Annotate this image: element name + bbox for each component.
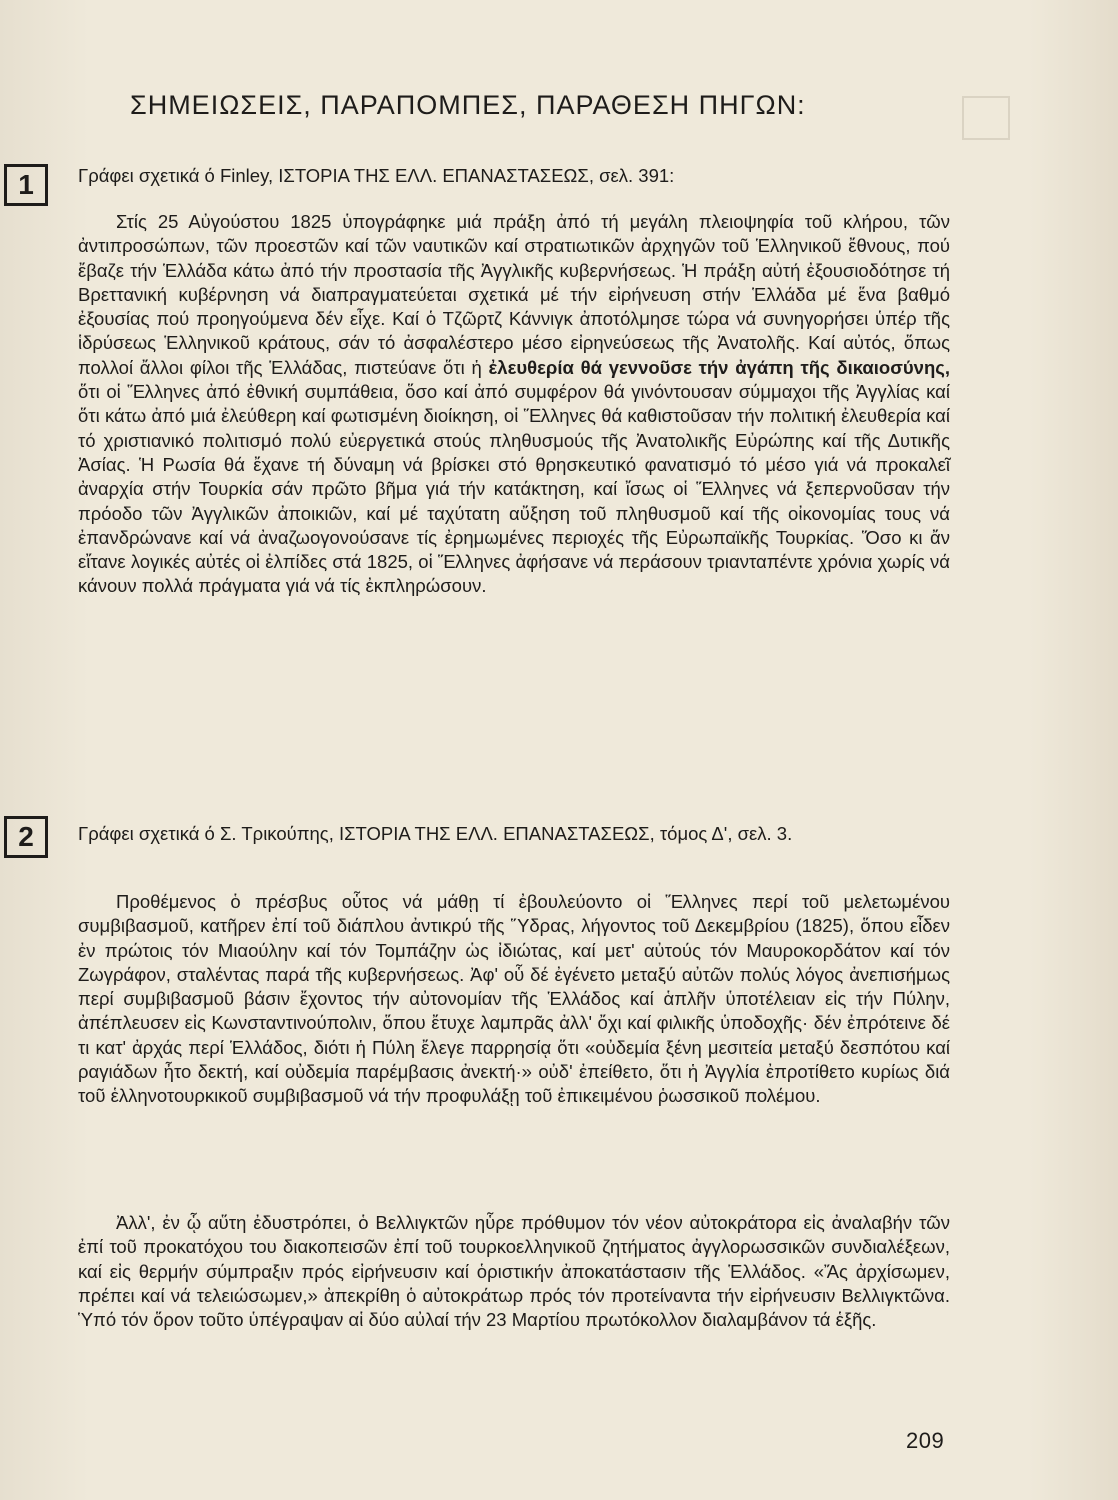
note-1-bold-phrase: ἐλευθερία θά γεννοῦσε τήν ἀγάπη τῆς δικαιοσύνης, — [488, 356, 950, 378]
page-heading: ΣΗΜΕΙΩΣΕΙΣ, ΠΑΡΑΠΟΜΠΕΣ, ΠΑΡΑΘΕΣΗ ΠΗΓΩΝ: — [130, 90, 806, 120]
note-1-text-b: ὅτι οἱ Ἕλληνες ἀπό ἐθνική συμπάθεια, ὅσο καί ἀπό συμφέρον θά γινόντουσαν σύμμαχοι τῆς Ἀγγλίας καί ὅτι κάτω ἀπό μιά ἐλεύθερη καί φωτισμένη διοίκηση, οἱ Ἕλληνες θά καθιστοῦσαν τήν πολιτική ἐλευθερία καί τό χριστιανικό πολιτισμό πολύ εὐεργετικά στούς πληθυσμούς τῆς Ἀνατολικῆς Εὐρώπης καί τῆς Δυτικῆς Ἀσίας. Ἡ Ρωσία θά ἔχανε τή δύναμη νά βρίσκει στό θρησκευτικό φανατισμό τό μέσο γιά νά προκαλεῖ ἀναρχία στήν Τουρκία σάν πρῶτο βῆμα γιά τήν κατάκτηση, καί ἴσως οἱ Ἕλληνες νά ξεπερνοῦσαν τήν πρόοδο τῶν Ἀγγλικῶν ἀποικιῶν, καί μέ ταχύτατη αὔξηση τοῦ πληθυσμοῦ καί τῆς οἰκονομίας τους νά ἐπανδρώνανε καί νά ἀναζωογονούσανε τίς ἐρημωμένες περιοχές τῆς Εὐρωπαϊκῆς Τουρκίας. Ὅσο κι ἄν εἴτανε λογικές αὐτές οἱ ἐλπίδες στά 1825, οἱ Ἕλληνες ἀφήσανε νά περάσουν τριανταπέντε χρόνια χωρίς νά κάνουν πολλά πράγματα γιά νά τίς ἐκπληρώσουν. — [78, 381, 950, 597]
note-2-paragraph-2: Ἀλλ', ἐν ᾧ αὕτη ἐδυστρόπει, ὁ Βελλιγκτῶν ηὗρε πρόθυμον τόν νέον αὐτοκράτορα εἰς ἀναλαβήν τῶν ἐπί τοῦ προκατόχου του διακοπεισῶν ἐπί τοῦ τουρκοελληνικοῦ ζητήματος ἀγγλορωσσικῶν συνδιαλέξεων, καί εἰς θερμήν σύμπραξιν πρός εἰρήνευσιν καί ὁριστικήν ἀποκατάστασιν τῆς Ἑλλάδος. «Ἄς ἀρχίσωμεν, πρέπει καί νά τελειώσωμεν,» ἀπεκρίθη ὁ αὐτοκράτωρ πρός τόν προτείναντα τήν εἰρήνευσιν Βελλιγκτῶνα. Ὑπό τόν ὅρον τοῦτο ὑπέγραψαν αἱ δύο αὐλαί τήν 23 Μαρτίου πρωτόκολλον διαλαμβάνον τά ἑξῆς. — [78, 1212, 950, 1331]
note-2-paragraph-1: Προθέμενος ὁ πρέσβυς οὗτος νά μάθῃ τί ἐβουλεύοντο οἱ Ἕλληνες περί τοῦ μελετωμένου συμβιβασμοῦ, κατῆρεν ἐπί τοῦ διάπλου ἀντικρύ τῆς Ὕδρας, λήγοντος τοῦ Δεκεμβρίου (1825), ὅπου εἶδεν ἐν πρώτοις τόν Μιαούλην καί τόν Τομπάζην ὡς ἰδιώτας, καί μετ' αὐτούς τόν Μαυροκορδάτον καί τόν Ζωγράφον, σταλέντας παρά τῆς κυβερνήσεως. Ἀφ' οὗ δέ ἐγένετο μεταξύ αὐτῶν πολύς λόγος ἀνεπισήμως περί συμβιβασμοῦ βάσιν ἔχοντος τήν αὐτονομίαν τῆς Ἑλλάδος καί ἁπλῆν ὑποτέλειαν εἰς τήν Πύλην, ἀπέπλευσεν εἰς Κωνσταντινούπολιν, ὅπου ἔτυχε λαμπρᾶς ἀλλ' ὄχι καί φιλικῆς ὑποδοχῆς· δέν ἐπρότεινε δέ τι κατ' ἀρχάς περί Ἑλλάδος, διότι ἡ Πύλη ἔλεγε παρρησίᾳ ὅτι «οὐδεμία ξένη μεσιτεία μεταξύ δεσπότου καί ραγιάδων ἦτο δεκτή, καί οὐδεμία παρέμβασις ἀνεκτή·» οὐδ' ἐπείθετο, ὅτι ἡ Ἀγγλία ἐπροτίθετο κυρίως διά τοῦ ἑλληνοτουρκικοῦ συμβιβασμοῦ νά τήν προφυλάξῃ τοῦ ἐπικειμένου ῥωσσικοῦ πολέμου. — [78, 891, 950, 1107]
note-1-text-a: Στίς 25 Αὐγούστου 1825 ὑπογράφηκε μιά πράξη ἀπό τή μεγάλη πλειοψηφία τοῦ κλήρου, τῶν ἀντιπροσώπων, τῶν προεστῶν καί τῶν ναυτικῶν καί στρατιωτικῶν ἀρχηγῶν τοῦ Ἑλληνικοῦ ἔθνους, πού ἔβαζε τήν Ἑλλάδα κάτω ἀπό τήν προστασία τῆς Ἀγγλικῆς κυβερνήσεως. Ἡ πράξη αὐτή ἐξουσιοδότησε τή Βρεττανική κυβέρνηση νά διαπραγματεύεται σχετικά μέ τήν εἰρήνευση στήν Ἑλλάδα μέ ἕνα βαθμό ἐξουσίας πού προηγούμενα δέν εἶχε. Καί ὁ Τζῶρτζ Κάννιγκ ἀποτόλμησε τώρα νά συνηγορήσει ὑπέρ τῆς ἱδρύσεως Ἑλληνικοῦ κράτους, σάν τό ἀσφαλέστερο μέσο εἰρηνεύσεως τῆς Ἀνατολῆς. Καί αὐτός, ὅπως πολλοί ἄλλοι φίλοι τῆς Ἑλλάδας, πιστεύανε ὅτι ἡ — [78, 211, 950, 378]
bleed-through-box — [962, 96, 1010, 140]
note-number-1: 1 — [4, 164, 48, 206]
note-2-intro: Γράφει σχετικά ό Σ. Τρικούπης, ΙΣΤΟΡΙΑ ΤΗΣ ΕΛΛ. ΕΠΑΝΑΣΤΑΣΕΩΣ, τόμος Δ', σελ. 3. — [78, 823, 793, 844]
note-1-paragraph — [78, 210, 950, 599]
note-1-intro: Γράφει σχετικά ό Finley, ΙΣΤΟΡΙΑ ΤΗΣ ΕΛΛ. ΕΠΑΝΑΣΤΑΣΕΩΣ, σελ. 391: — [78, 165, 675, 186]
page-number: 209 — [906, 1428, 945, 1453]
note-number-2: 2 — [4, 816, 48, 858]
